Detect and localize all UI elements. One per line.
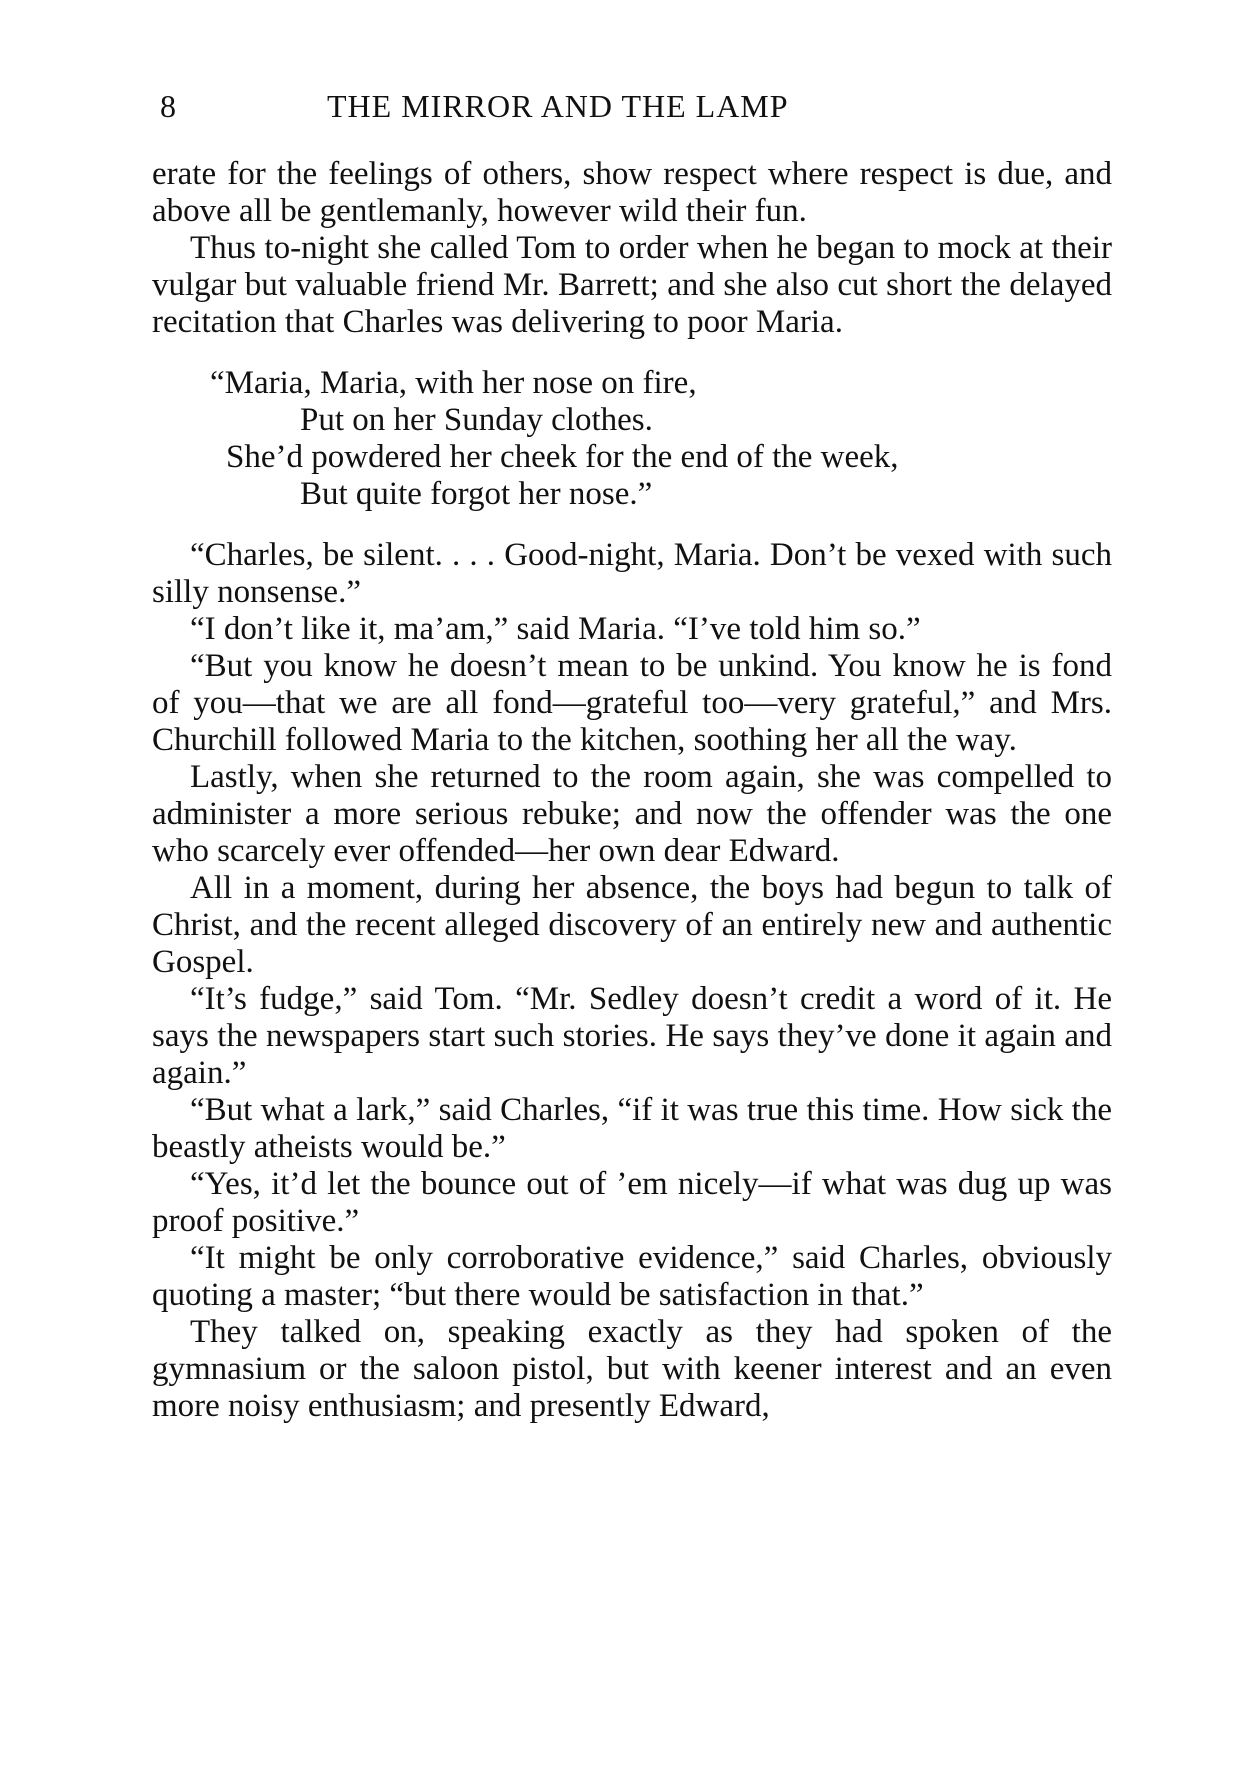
paragraph: “Charles, be silent. . . . Good-night, Maria. Don’t be vexed with such silly nonsense.” bbox=[152, 537, 1112, 610]
book-page bbox=[152, 80, 1112, 1425]
paragraph: All in a moment, during her absence, the boys had begun to talk of Christ, and the recent alleged discovery of an entirely new and authentic Gospel. bbox=[152, 870, 1112, 980]
paragraph: Thus to-night she called Tom to order when he began to mock at their vulgar but valuable friend Mr. Barrett; and she also cut short the delayed recitation that Charles was delivering to poor Maria. bbox=[152, 230, 1112, 340]
paragraph: They talked on, speaking exactly as they had spoken of the gymnasium or the saloon pistol, but with keener interest and an even more noisy enthusiasm; and presently Edward, bbox=[152, 1314, 1112, 1424]
paragraph: “But what a lark,” said Charles, “if it was true this time. How sick the beastly atheists would be.” bbox=[152, 1092, 1112, 1165]
verse-line: But quite forgot her nose.” bbox=[300, 476, 653, 512]
verse-line: She’d powdered her cheek for the end of the week, bbox=[226, 439, 899, 475]
body-text bbox=[152, 156, 1112, 1425]
verse-block bbox=[152, 365, 1112, 513]
paragraph: erate for the feelings of others, show respect where respect is due, and above all be gentlemanly, however wild their fun. bbox=[152, 156, 1112, 229]
paragraph: “But you know he doesn’t mean to be unkind. You know he is fond of you—that we are all fond—grateful too—very grateful,” and Mrs. Churchill followed Maria to the kitchen, soothing her all the way. bbox=[152, 648, 1112, 758]
running-head bbox=[152, 80, 1112, 132]
page-number: 8 bbox=[160, 88, 177, 124]
verse-line: “Maria, Maria, with her nose on fire, bbox=[210, 365, 697, 401]
paragraph: Lastly, when she returned to the room again, she was compelled to administer a more serious rebuke; and now the offender was the one who scarcely ever offended—her own dear Edward. bbox=[152, 759, 1112, 869]
paragraph: “I don’t like it, ma’am,” said Maria. “I’ve told him so.” bbox=[190, 611, 921, 647]
verse-line: Put on her Sunday clothes. bbox=[300, 402, 653, 438]
paragraph: “It’s fudge,” said Tom. “Mr. Sedley doesn’t credit a word of it. He says the newspapers start such stories. He says they’ve done it again and again.” bbox=[152, 981, 1112, 1091]
paragraph: “Yes, it’d let the bounce out of ’em nicely—if what was dug up was proof positive.” bbox=[152, 1166, 1112, 1239]
paragraph: “It might be only corroborative evidence,” said Charles, obviously quoting a master; “but there would be satisfaction in that.” bbox=[152, 1240, 1112, 1313]
running-title: THE MIRROR AND THE LAMP bbox=[327, 88, 789, 124]
